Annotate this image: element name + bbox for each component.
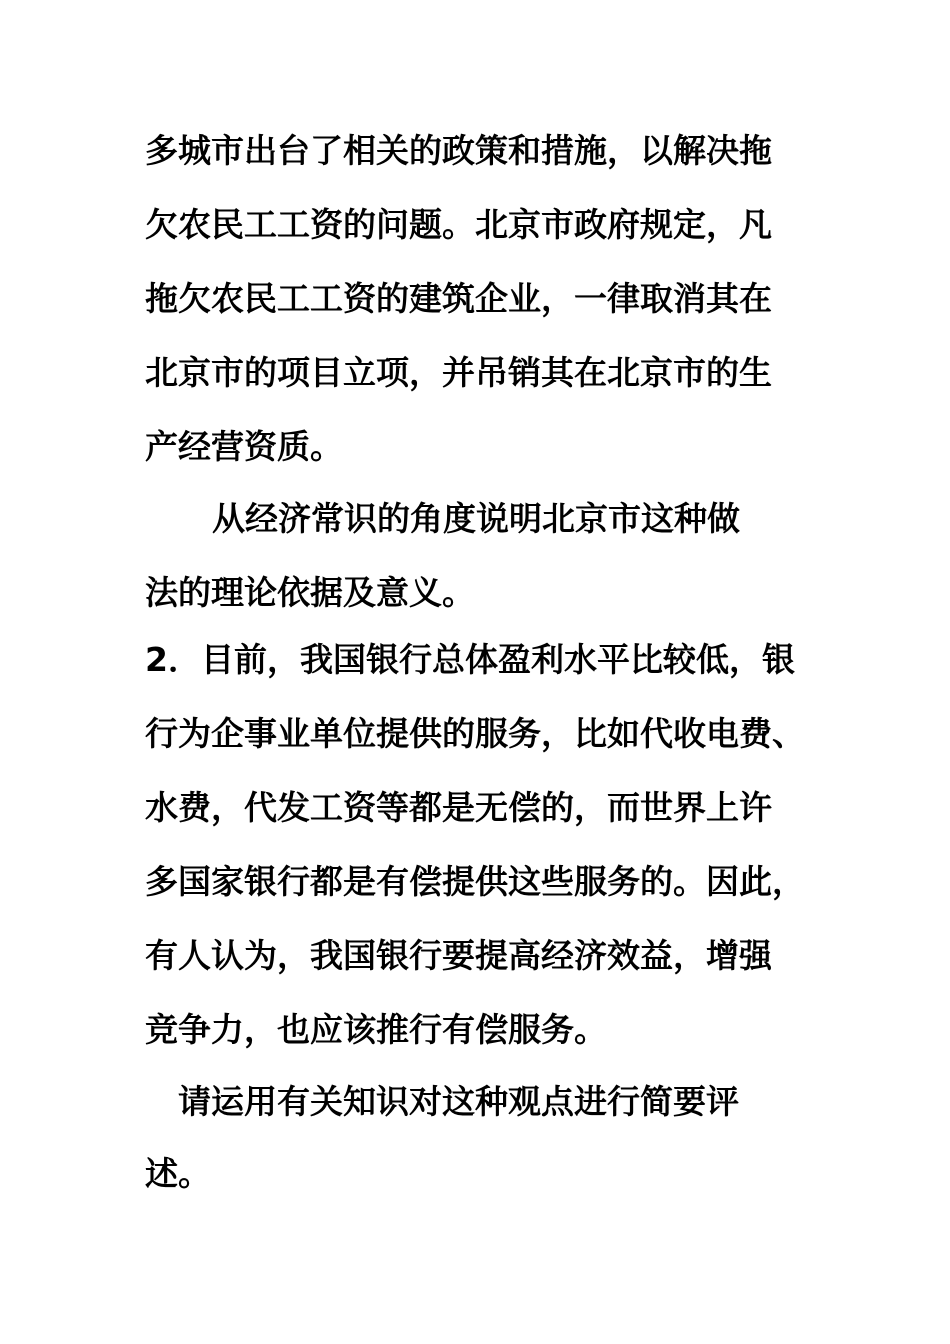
text-line: 竞争力，也应该推行有偿服务。 [145,1010,607,1049]
question-prompt-line: 法的理论依据及意义。 [145,573,475,612]
question-prompt-line: 从经济常识的角度说明北京市这种做 [212,499,740,538]
text-line: 北京市的项目立项，并吊销其在北京市的生 [145,353,772,392]
text-line: 产经营资质。 [145,427,343,466]
text-line: 拖欠农民工工资的建筑企业，一律取消其在 [145,279,772,318]
question-prompt-line: 请运用有关知识对这种观点进行简要评 [178,1082,739,1121]
text-line: 欠农民工工资的问题。北京市政府规定，凡 [145,205,772,244]
question-prompt-line: 述。 [145,1154,211,1193]
text-line: 多国家银行都是有偿提供这些服务的。因此， [145,862,805,901]
question-2-line: 2．目前，我国银行总体盈利水平比较低，银 [145,640,795,679]
text-line: 行为企事业单位提供的服务，比如代收电费、 [145,714,805,753]
text-line: 水费，代发工资等都是无偿的，而世界上许 [145,788,772,827]
text-line: 多城市出台了相关的政策和措施，以解决拖 [145,131,772,170]
text-line: 有人认为，我国银行要提高经济效益，增强 [145,936,772,975]
